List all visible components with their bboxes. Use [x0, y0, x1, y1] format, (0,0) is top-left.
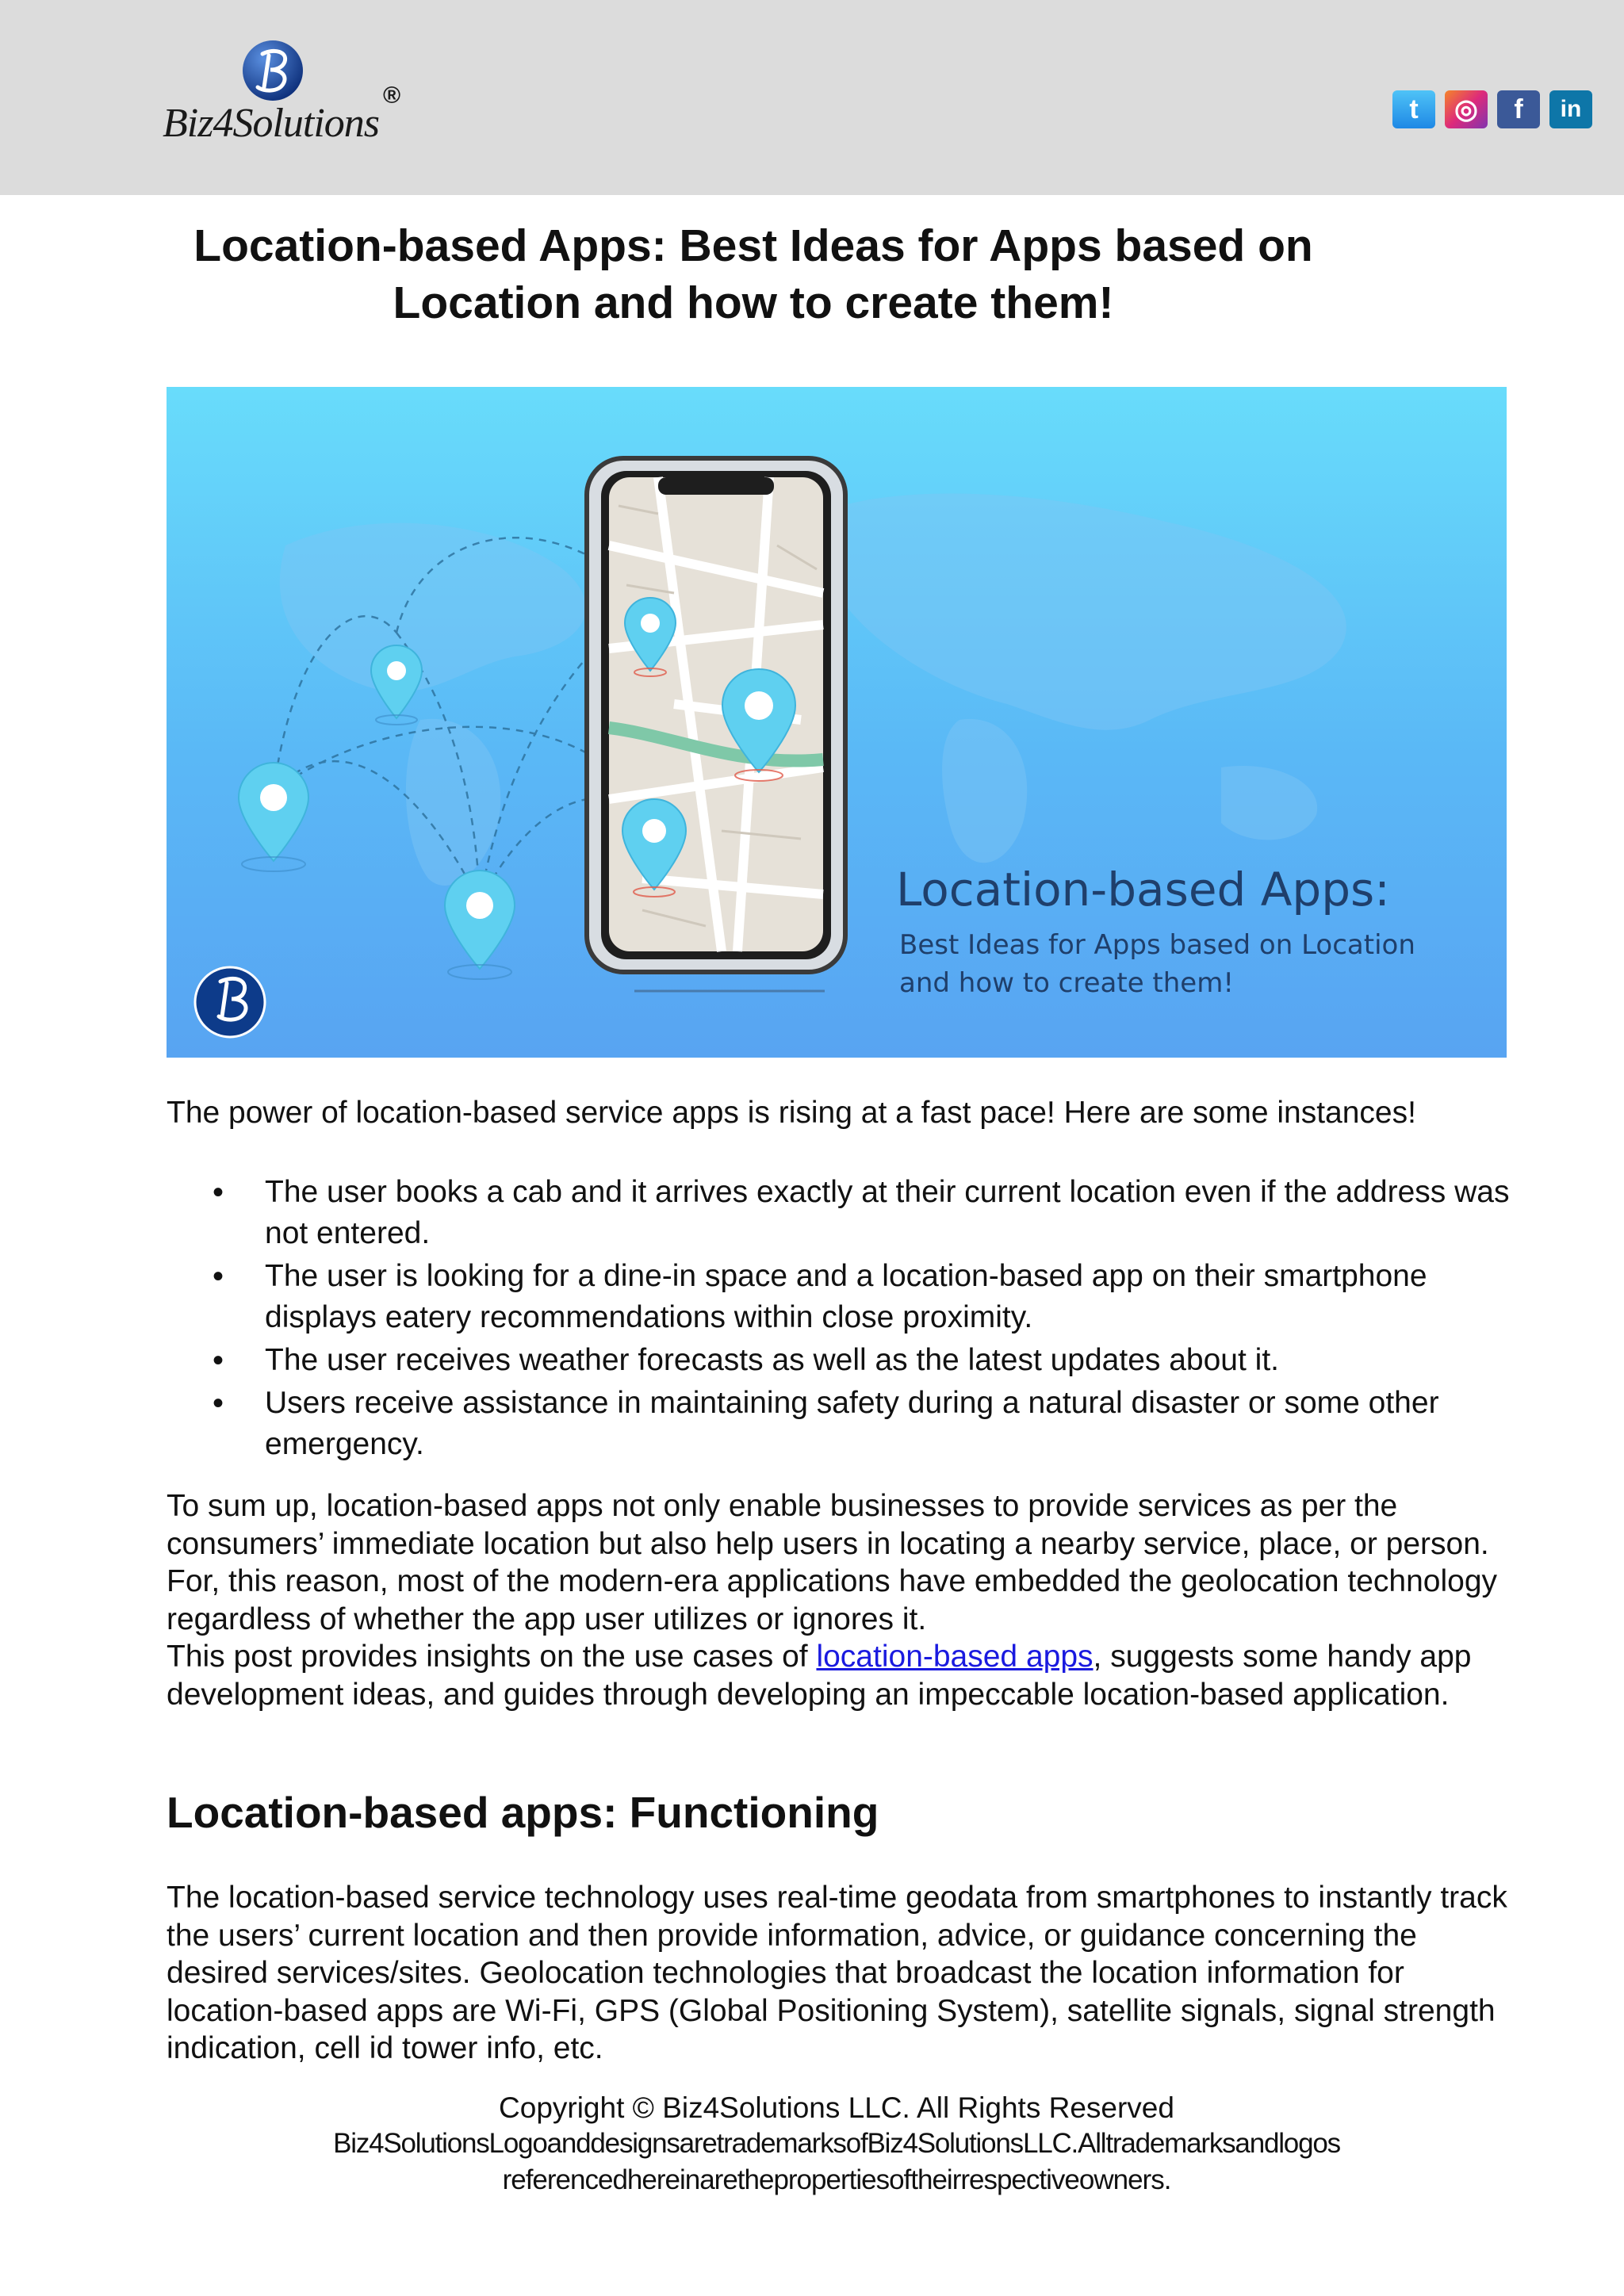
logo-mark-icon	[240, 38, 305, 103]
instagram-icon[interactable]: ◎	[1445, 90, 1488, 128]
list-item: • The user is looking for a dine-in space and a location-based app on their smartphone displays eatery recommendations within close proximity.	[167, 1256, 1515, 1338]
hero-title: Location-based Apps:	[896, 863, 1390, 916]
list-item: • The user receives weather forecasts as well as the latest updates about it.	[167, 1340, 1515, 1381]
facebook-icon[interactable]: f	[1497, 90, 1540, 128]
section-heading: Location-based apps: Functioning	[167, 1788, 879, 1837]
intro-paragraph: The power of location-based service apps is rising at a fast pace! Here are some instances!	[167, 1096, 1416, 1130]
linkedin-icon[interactable]: in	[1549, 90, 1592, 128]
summary-paragraph	[167, 1487, 1515, 1713]
list-item: • The user books a cab and it arrives exactly at their current location even if the address was not entered.	[167, 1172, 1515, 1254]
biz4solutions-logo[interactable]	[163, 38, 416, 149]
footer-owners-line: referencedhereinarethepropertiesoftheirrespectiveowners.	[502, 2164, 1171, 2195]
summary-text: To sum up, location-based apps not only enable businesses to provide services as per the consumers’ immediate location but also help users in locating a nearby service, place, or person. For, this reason, most of the modern-era applications have embedded the geolocation technology regardless of whether the app user utilizes or ignores it.	[167, 1489, 1498, 1636]
instances-list	[167, 1172, 1515, 1467]
list-item: • Users receive assistance in maintaining safety during a natural disaster or some other emergency.	[167, 1383, 1515, 1465]
footer-trademark-line: Biz4SolutionsLogoanddesignsaretrademarksofBiz4SolutionsLLC.Alltrademarksandlogos	[333, 2128, 1340, 2159]
insights-text-end: , suggests some handy app development ideas, and guides through developing an impeccable location-based application.	[167, 1640, 1472, 1712]
logo-wordmark: Biz4Solutions	[163, 101, 380, 146]
twitter-icon[interactable]: t	[1392, 90, 1435, 128]
functioning-paragraph: The location-based service technology uses real-time geodata from smartphones to instantly track the users’ current location and then provide information, advice, or guidance concerning the desired services/sites. Geolocation technologies that broadcast the location information for location-based apps are Wi-Fi, GPS (Global Positioning System), satellite signals, signal strength indication, cell id tower info, etc.	[167, 1881, 1507, 2065]
page-title: Location-based Apps: Best Ideas for Apps based on Location and how to create them!	[193, 220, 1313, 328]
hero-banner-image	[167, 387, 1507, 1058]
registered-mark: ®	[383, 82, 401, 109]
footer-copyright: Copyright © Biz4Solutions LLC. All Rights Reserved	[499, 2091, 1174, 2124]
location-based-apps-link[interactable]: location-based apps	[816, 1640, 1094, 1674]
social-links	[1392, 90, 1592, 128]
hero-subtitle: Best Ideas for Apps based on Location and how to create them!	[899, 929, 1415, 999]
insights-text: This post provides insights on the use cases of	[167, 1640, 817, 1674]
page-header	[0, 0, 1624, 195]
